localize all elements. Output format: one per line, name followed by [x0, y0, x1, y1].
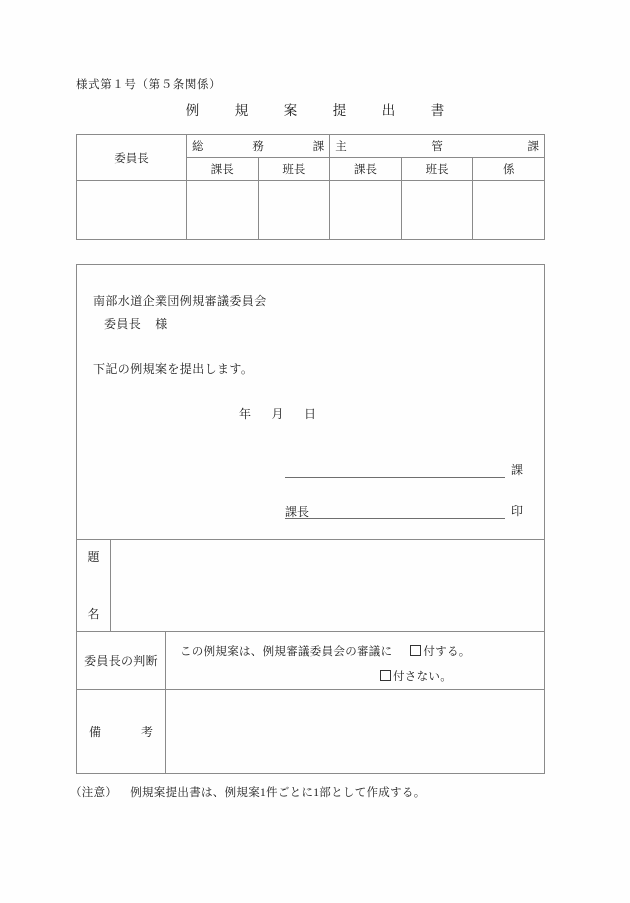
- decision-option-not-submit-label: 付さない。: [393, 671, 452, 683]
- decision-option-submit[interactable]: [410, 646, 470, 658]
- group-header-char-2: 務: [252, 141, 264, 153]
- submission-statement: 下記の例規案を提出します。: [93, 362, 254, 376]
- stamp-signature-cell-chairman[interactable]: [77, 181, 187, 240]
- checkbox-icon[interactable]: [410, 645, 421, 656]
- footnote-marker: （注意）: [70, 787, 118, 799]
- group-header-char-2: 管: [431, 141, 443, 153]
- stamp-position-header: 班長: [401, 158, 473, 181]
- stamp-signature-cell-ga-section-chief[interactable]: [187, 181, 259, 240]
- footnote: [70, 784, 426, 800]
- stamp-signature-cell-staff[interactable]: [473, 181, 545, 240]
- signer-name-input[interactable]: [311, 503, 505, 519]
- stamp-signature-cell-sup-section-chief[interactable]: [330, 181, 402, 240]
- row-title-input[interactable]: [111, 540, 544, 631]
- stamp-table-signature-row: [77, 181, 545, 240]
- decision-statement-text: この例規案は、例規審議委員会の審議に: [180, 646, 393, 658]
- stamp-position-header: 課長: [330, 158, 402, 181]
- footnote-text: 例規案提出書は、例規案1件ごとに1部として作成する。: [130, 787, 426, 799]
- department-name-line: [285, 461, 523, 478]
- approval-stamp-table: [76, 134, 545, 240]
- group-header-char-3: 課: [527, 141, 539, 153]
- row-title-label: [77, 540, 111, 631]
- addressee-honorific: 様: [155, 317, 168, 331]
- stamp-position-header: 課長: [187, 158, 259, 181]
- checkbox-icon[interactable]: [380, 670, 391, 681]
- stamp-signature-cell-ga-group-chief[interactable]: [258, 181, 330, 240]
- decision-option-submit-label: 付する。: [423, 646, 471, 658]
- row-remarks: [77, 689, 544, 773]
- letter-section: [77, 265, 544, 539]
- row-remarks-input[interactable]: [166, 690, 544, 773]
- form-body: [76, 264, 545, 774]
- stamp-group-header-general-affairs: [187, 135, 330, 158]
- date-year-label[interactable]: 年: [239, 407, 252, 421]
- row-title-label-char-top: 題: [87, 550, 100, 564]
- row-remarks-label: [77, 690, 166, 773]
- decision-statement: [180, 643, 471, 659]
- department-suffix-label: 課: [510, 463, 523, 477]
- date-month-label[interactable]: 月: [271, 407, 285, 421]
- stamp-cell-chairman-label: 委員長: [77, 135, 187, 181]
- stamp-group-header-supervising: [330, 135, 545, 158]
- row-title-label-char-bottom: 名: [87, 607, 100, 621]
- addressee-person: [104, 315, 168, 332]
- group-header-char-1: 主: [335, 141, 347, 153]
- department-name-input[interactable]: [285, 462, 505, 478]
- addressee-organization: 南部水道企業団例規審議委員会: [93, 294, 267, 308]
- stamp-position-header: 係: [473, 158, 545, 181]
- stamp-signature-cell-sup-group-chief[interactable]: [401, 181, 473, 240]
- seal-mark-label: 印: [510, 504, 523, 518]
- row-decision-label: 委員長の判断: [77, 632, 166, 689]
- stamp-table-group-header-row: [77, 135, 545, 158]
- row-remarks-label-char-left: 備: [89, 725, 102, 739]
- row-decision-content: [166, 632, 544, 689]
- date-day-label[interactable]: 日: [304, 407, 317, 421]
- stamp-position-header: 班長: [258, 158, 330, 181]
- date-line: [239, 405, 317, 422]
- form-number: 様式第１号（第５条関係）: [76, 79, 222, 91]
- signer-role-label: 課長: [285, 505, 310, 519]
- group-header-char-1: 総: [192, 141, 204, 153]
- group-header-char-3: 課: [312, 141, 325, 153]
- row-chairman-decision: [77, 631, 544, 689]
- document-title: 例 規 案 提 出 書: [185, 103, 456, 118]
- addressee-person-title: 委員長: [104, 317, 142, 331]
- decision-option-not-submit[interactable]: [380, 668, 452, 684]
- row-title: [77, 539, 544, 631]
- signer-line: [285, 502, 523, 519]
- row-remarks-label-char-right: 考: [140, 725, 153, 739]
